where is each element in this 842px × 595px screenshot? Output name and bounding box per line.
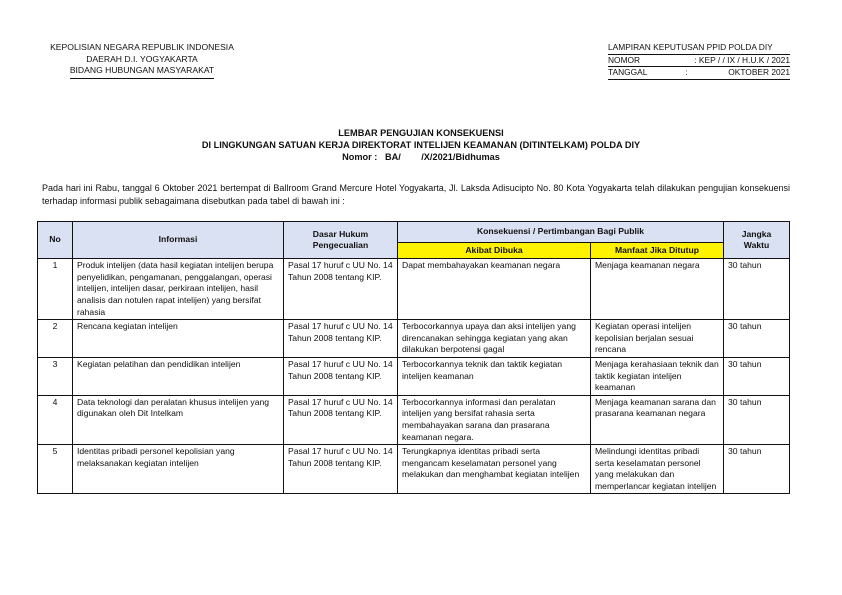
col-header-no: No [38, 222, 73, 259]
cell-akibat: Terungkapnya identitas pribadi serta mengancam keselamatan personel yang melakukan dan menghambat kegiatan intelijen [398, 445, 591, 494]
title-line-2: DI LINGKUNGAN SATUAN KERJA DIREKTORAT INTELIJEN KEAMANAN (DITINTELKAM) POLDA DIY [201, 140, 641, 151]
cell-no: 3 [38, 357, 73, 395]
decree-number [608, 55, 790, 68]
institution-name: KEPOLISIAN NEGARA REPUBLIK INDONESIA [50, 42, 234, 52]
decree-date-label: TANGGAL [608, 67, 648, 78]
cell-informasi: Identitas pribadi personel kepolisian yang melaksanakan kegiatan intelijen [73, 445, 284, 494]
table-row [38, 395, 790, 444]
cell-akibat: Terbocorkannya upaya dan aksi intelijen yang direncanakan sehingga kegiatan yang akan dilakukan berpotensi gagal [398, 320, 591, 358]
col-header-konsekuensi: Konsekuensi / Pertimbangan Bagi Publik [398, 222, 724, 243]
title-line-1: LEMBAR PENGUJIAN KONSEKUENSI [338, 128, 504, 138]
cell-dasar-hukum: Pasal 17 huruf c UU No. 14 Tahun 2008 tentang KIP. [284, 395, 398, 444]
cell-informasi: Kegiatan pelatihan dan pendidikan intelijen [73, 357, 284, 395]
cell-jangka: 30 tahun [724, 445, 790, 494]
col-header-informasi: Informasi [73, 222, 284, 259]
cell-informasi: Rencana kegiatan intelijen [73, 320, 284, 358]
division-name: BIDANG HUBUNGAN MASYARAKAT [70, 65, 214, 79]
region-name: DAERAH D.I. YOGYAKARTA [86, 53, 198, 64]
cell-no: 2 [38, 320, 73, 358]
cell-dasar-hukum: Pasal 17 huruf c UU No. 14 Tahun 2008 tentang KIP. [284, 259, 398, 320]
cell-no: 5 [38, 445, 73, 494]
table-header-row [38, 222, 790, 243]
document-title [0, 127, 842, 164]
cell-jangka: 30 tahun [724, 320, 790, 358]
table-row [38, 259, 790, 320]
cell-manfaat: Melindungi identitas pribadi serta keselamatan personel yang melakukan dan memperlancar kegiatan intelijen [591, 445, 724, 494]
col-header-manfaat-ditutup: Manfaat Jika Ditutup [591, 242, 724, 259]
cell-akibat: Dapat membahayakan keamanan negara [398, 259, 591, 320]
table-row [38, 357, 790, 395]
cell-jangka: 30 tahun [724, 357, 790, 395]
cell-jangka: 30 tahun [724, 259, 790, 320]
letterhead-right [608, 42, 790, 80]
cell-jangka: 30 tahun [724, 395, 790, 444]
document-number: Nomor : BA/ /X/2021/Bidhumas [342, 152, 500, 163]
decree-number-label: NOMOR [608, 54, 641, 65]
col-header-akibat-dibuka: Akibat Dibuka [398, 242, 591, 259]
table-row [38, 320, 790, 358]
cell-no: 1 [38, 259, 73, 320]
cell-akibat: Terbocorkannya informasi dan peralatan intelijen yang bersifat rahasia serta membahayakan sarana dan prasarana keamanan negara. [398, 395, 591, 444]
attachment-title: LAMPIRAN KEPUTUSAN PPID POLDA DIY [608, 42, 790, 55]
col-header-dasar-hukum: Dasar Hukum Pengecualian [284, 222, 398, 259]
cell-dasar-hukum: Pasal 17 huruf c UU No. 14 Tahun 2008 tentang KIP. [284, 320, 398, 358]
cell-informasi: Produk intelijen (data hasil kegiatan intelijen berupa penyelidikan, pengamanan, penggalangan, operasi intelijen, intelijen dasar, perkiraan intelijen, hasil analisis dan notulen rapat intelijen) yang bersifat rahasia [73, 259, 284, 320]
cell-manfaat: Menjaga keamanan negara [591, 259, 724, 320]
cell-akibat: Terbocorkannya teknik dan taktik kegiatan intelijen keamanan [398, 357, 591, 395]
cell-manfaat: Menjaga kerahasiaan teknik dan taktik kegiatan intelijen keamanan [591, 357, 724, 395]
cell-no: 4 [38, 395, 73, 444]
intro-paragraph: Pada hari ini Rabu, tanggal 6 Oktober 2021 bertempat di Ballroom Grand Mercure Hotel Yogyakarta, Jl. Laksda Adisucipto No. 80 Kota Yogyakarta telah dilakukan pengujian konsekuensi terhadap informasi publik sebagaimana disebutkan pada tabel di bawah ini : [42, 183, 790, 206]
decree-date-value: OKTOBER 2021 [728, 67, 790, 78]
table-row [38, 445, 790, 494]
cell-dasar-hukum: Pasal 17 huruf c UU No. 14 Tahun 2008 tentang KIP. [284, 445, 398, 494]
cell-dasar-hukum: Pasal 17 huruf c UU No. 14 Tahun 2008 tentang KIP. [284, 357, 398, 395]
letterhead-left [42, 42, 242, 79]
consequence-table [37, 221, 790, 494]
decree-number-value: : KEP / / IX / H.U.K / 2021 [694, 54, 790, 65]
col-header-jangka-waktu: Jangka Waktu [724, 222, 790, 259]
cell-manfaat: Menjaga keamanan sarana dan prasarana keamanan negara [591, 395, 724, 444]
decree-date: TANGGAL : OKTOBER 2021 [608, 67, 790, 80]
cell-informasi: Data teknologi dan peralatan khusus intelijen yang digunakan oleh Dit Intelkam [73, 395, 284, 444]
cell-manfaat: Kegiatan operasi intelijen kepolisian berjalan sesuai rencana [591, 320, 724, 358]
